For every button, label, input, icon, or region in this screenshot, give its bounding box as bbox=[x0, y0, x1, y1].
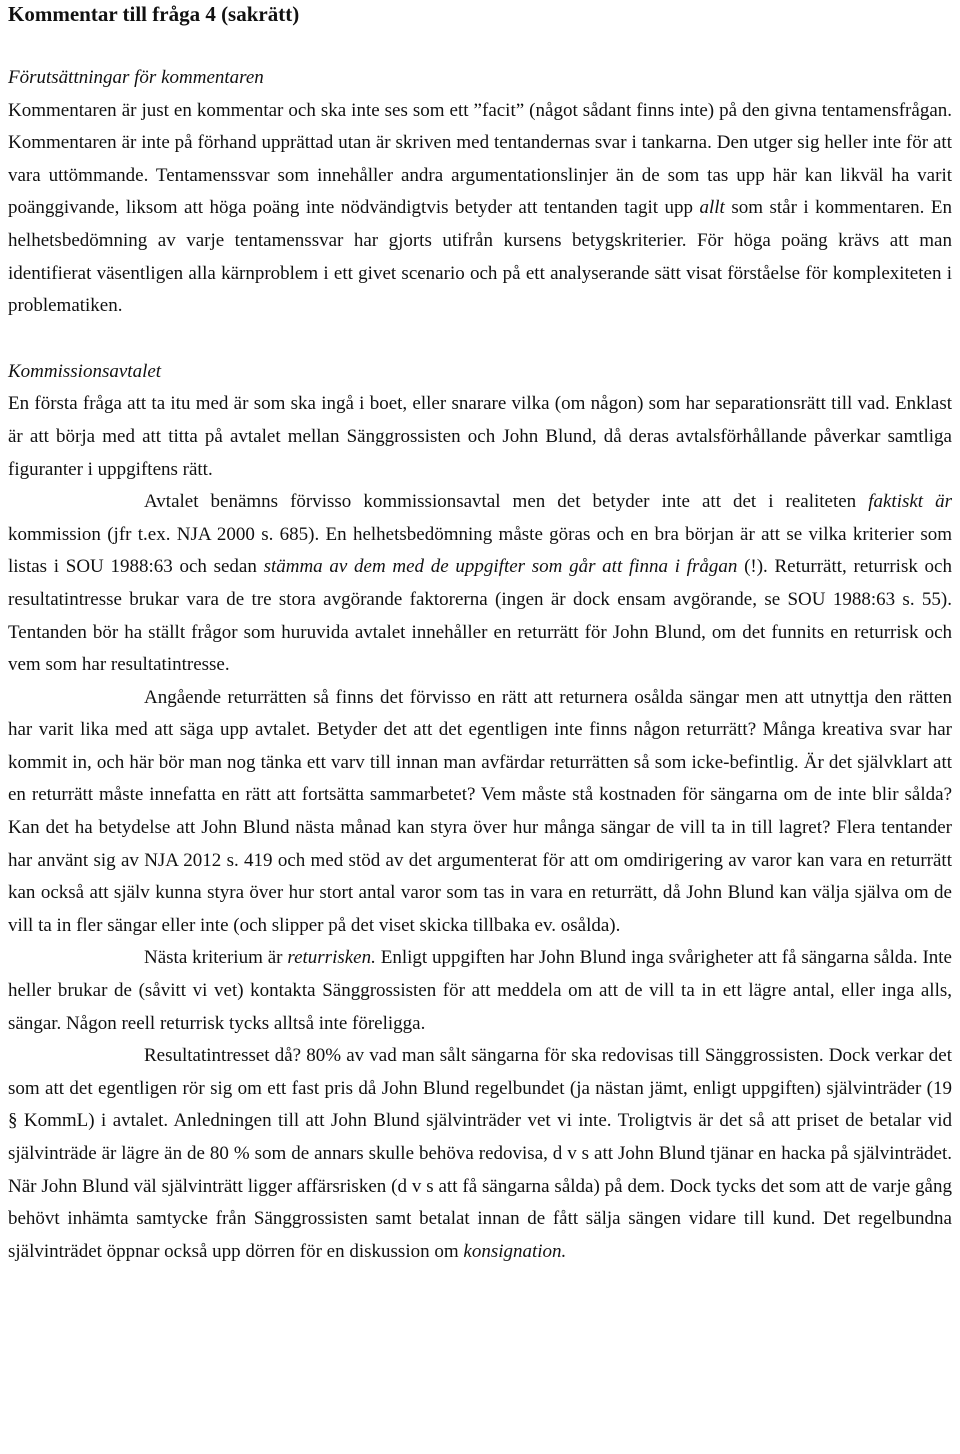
text-run: En första fråga att ta itu med är som ska ingå i boet, eller snarare vilka (om någon) som har separationsrätt till vad. Enklast är att börja med att titta på avtalet mellan Sänggrossisten och John Blund, då deras avtalsförhållande påverkar samtliga figuranter i uppgiftens rätt. bbox=[8, 393, 952, 480]
emphasis-text: allt bbox=[699, 197, 725, 219]
emphasis-text: returrisken. bbox=[287, 947, 376, 969]
paragraph bbox=[8, 942, 952, 1040]
section-heading: Förutsättningar för kommentaren bbox=[8, 67, 264, 88]
text-run: (!). Returrätt, returrisk och resultatintresse brukar vara de tre stora avgörande faktorerna (ingen är dock ensam avgörande, se SOU 1988:63 s. 55). Tentanden bör ha ställt frågor som huruvida avtalet innehåller en returrätt för John Blund, om det funnits en returrisk och vem som har resultatintresse. bbox=[8, 556, 952, 676]
paragraph bbox=[8, 682, 952, 943]
paragraph bbox=[8, 1040, 952, 1268]
document-body bbox=[8, 62, 952, 1268]
text-run: Resultatintresset då? 80% av vad man sålt sängarna för ska redovisas till Sänggrossisten. Dock verkar det som att det egentligen rör sig om ett fast pris då John Blund regelbundet (ja nästan jämt, enligt uppgiften) självinträder (19 § KommL) i avtalet. Anledningen till att John Blund självinträder vet vi inte. Troligtvis är det så att priset de betalar vid självinträde är lägre än de 80 % som de annars skulle behöva redovisa, d v s att John Blund tjänar en hacka på självinträdet. När John Blund väl självinträtt ligger affärsrisken (d v s att få sängarna sålda) på dem. Dock tycks det som att de varje gång behövt inhämta samtycke från Sänggrossisten samt betalat innan de fått sälja sängen vidare till kund. Det regelbundna självinträdet öppnar också upp dörren för en diskussion om bbox=[8, 1045, 952, 1262]
emphasis-text: stämma av dem med de uppgifter som går att finna i frågan bbox=[263, 556, 738, 578]
text-run: Kommentaren är just en kommentar och ska inte ses som ett ”facit” (något sådant finns inte) på den givna tentamensfrågan. Kommentaren är inte på förhand upprättad utan är skriven med tentandernas svar i tankarna. Den utger sig heller inte för att vara uttömmande. Tentamenssvar som innehåller andra argumentationslinjer än de som tas upp här kan likväl ha varit poänggivande, liksom att höga poäng inte nödvändigtvis betyder att tentanden tagit upp bbox=[8, 99, 952, 219]
text-run: kommission (jfr t.ex. NJA 2000 s. 685). En helhetsbedömning måste göras och en bra början är att se vilka kriterier som listas i SOU 1988:63 och sedan bbox=[8, 523, 952, 578]
paragraph bbox=[8, 388, 952, 486]
emphasis-text: faktiskt är bbox=[868, 491, 952, 513]
text-run: Nästa kriterium är bbox=[144, 947, 288, 969]
text-run: Enligt uppgiften har John Blund inga svårigheter att få sängarna sålda. Inte heller brukar de (såvitt vi vet) kontakta Sänggrossisten för att meddela om att de vill ta in ett lägre antal, eller inga alls, sängar. Någon reell returrisk tycks alltså inte föreligga. bbox=[8, 947, 952, 1034]
text-run: som står i kommentaren. En helhetsbedömning av varje tentamenssvar har gjorts utifrån kursens betygskriterier. För höga poäng krävs att man identifierat väsentligen alla kärnproblem i ett givet scenario och på ett analyserande sätt visat förståelse för komplexiteten i problematiken. bbox=[8, 197, 952, 317]
text-run: Angående returrätten så finns det förvisso en rätt att returnera osålda sängar men att utnyttja den rätten har varit lika med att säga upp avtalet. Betyder det att det egentligen inte finns någon returrätt? Många kreativa svar har kommit in, och här bör man nog tänka ett varv till innan man avfärdar returrätten så som icke-befintlig. Är det självklart att en returrätt måste innefatta en rätt att fortsätta sammarbetet? Vem måste stå kostnaden för sängarna om de inte blir sålda? Kan det ha betydelse att John Blund nästa månad kan styra över hur många sängar de vill ta in till lagret? Flera tentander har använt sig av NJA 2012 s. 419 och med stöd av det argumenterat för att om omdirigering av varor kan vara en returrätt kan också att själv kunna styra över hur stort antal varor som tas in vara en returrätt, då John Blund kan välja själva om de vill ta in fler sängar eller inte (och slipper på det viset skicka tillbaka ev. osålda). bbox=[8, 686, 952, 936]
section-heading: Kommissionsavtalet bbox=[8, 360, 162, 382]
emphasis-text: konsignation. bbox=[463, 1240, 567, 1262]
text-run: Avtalet benämns förvisso kommissionsavtal men det betyder inte att det i realiteten bbox=[144, 491, 869, 513]
paragraph bbox=[8, 95, 952, 323]
page-title: Kommentar till fråga 4 (sakrätt) bbox=[8, 2, 300, 26]
paragraph bbox=[8, 486, 952, 682]
